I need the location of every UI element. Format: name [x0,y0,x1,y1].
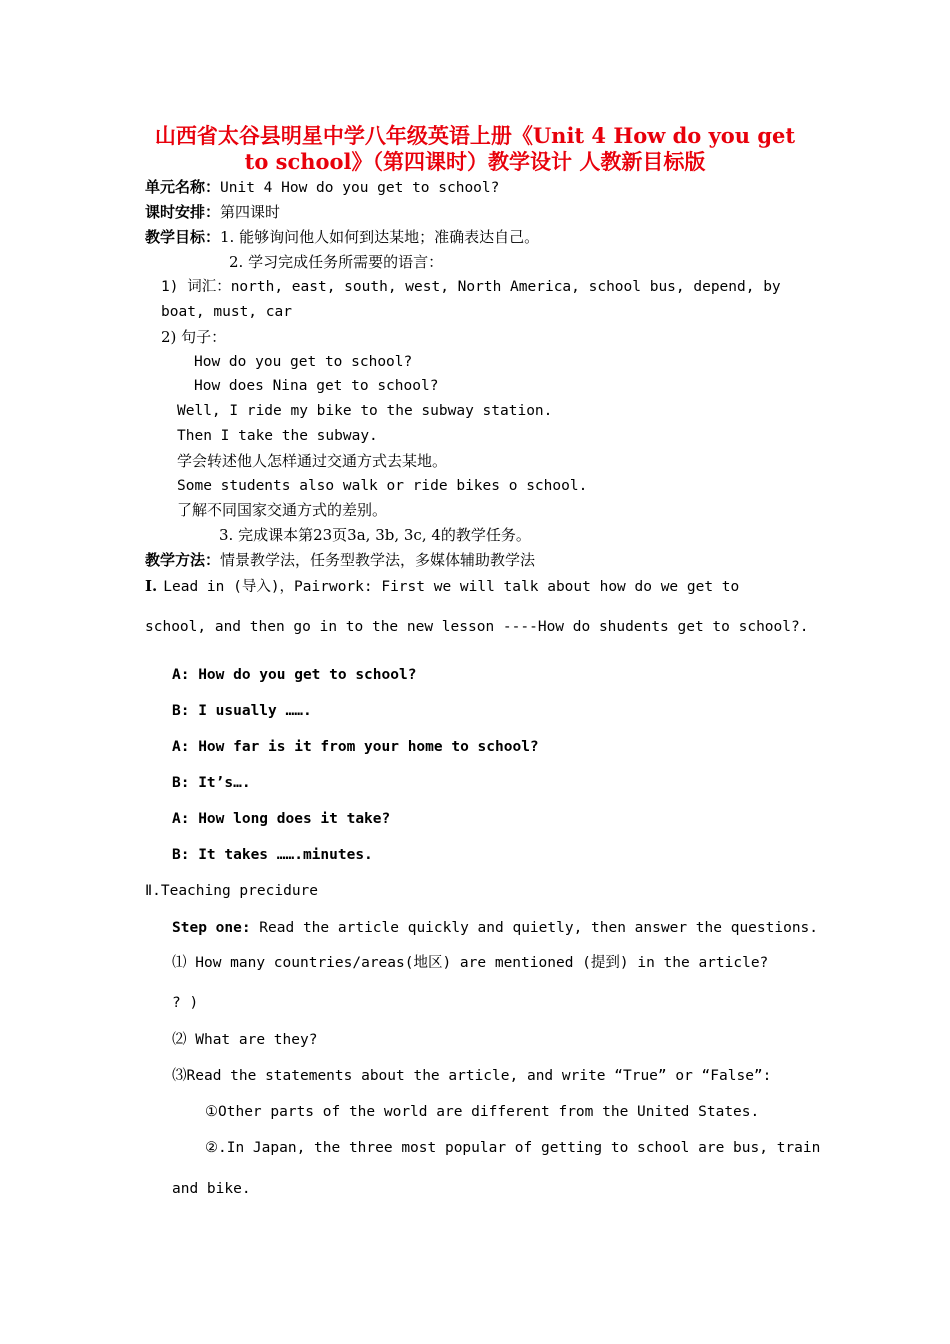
goal-1: 1. 能够询问他人如何到达某地；准确表达自己。 [220,228,540,246]
statement-2-line-1: ②.In Japan, the three most popular of getting to school are bus, train [205,1140,821,1156]
method-row [145,551,535,569]
unit-value: Unit 4 How do you get to school? [220,180,500,196]
vocab-line-1: 1) 词汇：north, east, south, west, North America, school bus, depend, by [161,279,781,295]
goal-2: 2. 学习完成任务所需要的语言： [229,253,444,271]
dialogue-line-2: B: I usually ……. [172,703,312,719]
vocab-line-2: boat, must, car [161,304,292,320]
goal-label: 教学目标： [145,228,221,246]
sentence-5: 学会转述他人怎样通过交通方式去某地。 [177,452,448,470]
statement-2-line-2: and bike. [172,1181,251,1197]
dialogue-line-5: A: How long does it take? [172,811,391,827]
lead-in-line-1 [145,577,739,596]
dialogue-line-3: A: How far is it from your home to school? [172,739,539,755]
period-label: 课时安排： [145,203,221,221]
period-value: 第四课时 [220,203,281,221]
unit-label: 单元名称： [145,178,221,196]
goal-row [145,228,539,246]
document-title-line-2: to school》（第四课时）教学设计 人教新目标版 [244,149,706,174]
step-one-text: Read the article quickly and quietly, then answer the questions. [250,920,819,936]
lead-in-rest: (导入)，Pairwork: First we will talk about how do we get to [224,579,740,595]
question-3: ⑶Read the statements about the article, and write “True” or “False”: [172,1068,772,1084]
question-2: ⑵ What are they? [172,1032,318,1048]
sentence-7: 了解不同国家交通方式的差别。 [177,501,388,519]
method-label: 教学方法： [145,551,221,569]
lead-in-line-2: school, and then go in to the new lesson ----How do shudents get to school?. [145,619,809,635]
unit-row [145,178,499,197]
step-one-row [172,918,818,937]
sentence-3: Well, I ride my bike to the subway station. [177,403,553,419]
method-value: 情景教学法，任务型教学法，多媒体辅助教学法 [220,551,536,569]
period-row [145,203,280,221]
sentence-4: Then I take the subway. [177,428,378,444]
dialogue-line-1: A: How do you get to school? [172,667,417,683]
sentence-6: Some students also walk or ride bikes o school. [177,478,588,494]
step-one-label: Step one: [172,920,251,936]
sentence-2: How does Nina get to school? [194,378,439,394]
sentence-1: How do you get to school? [194,354,413,370]
lead-in-bold: Lead in [163,579,225,595]
question-1-continued: ? ) [172,995,199,1011]
sentences-label: 2) 句子： [161,328,227,346]
question-1: ⑴ How many countries/areas(地区) are mentioned (提到) in the article? [172,955,769,971]
goal-3: 3. 完成课本第23页3a, 3b, 3c, 4的教学任务。 [219,526,531,544]
document-title-line-1: 山西省太谷县明星中学八年级英语上册《Unit 4 How do you get [154,123,796,148]
dialogue-line-4: B: It’s…. [172,775,251,791]
procedure-heading: Ⅱ.Teaching precidure [145,883,319,899]
lead-in-number: Ⅰ. [145,577,158,595]
statement-1: ①Other parts of the world are different from the United States. [205,1104,760,1120]
dialogue-line-6: B: It takes …….minutes. [172,847,373,863]
